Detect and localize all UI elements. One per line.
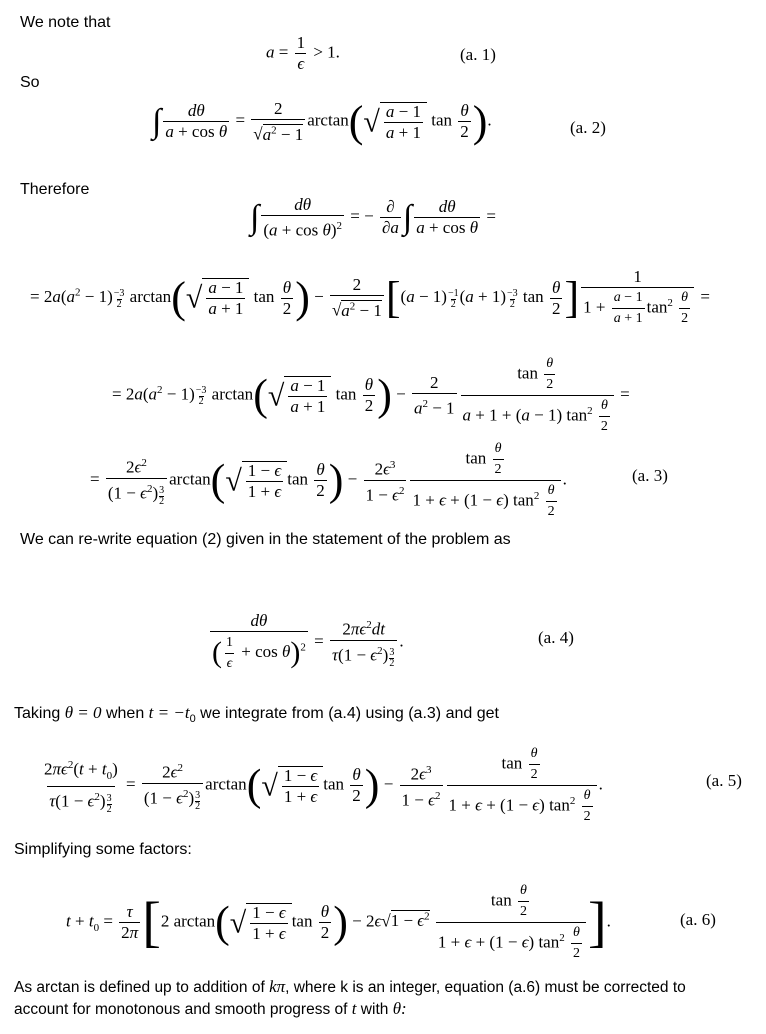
tag-a6: (a. 6) — [680, 910, 716, 929]
tag-a1: (a. 1) — [460, 45, 496, 64]
text-rewrite-equation: We can re-write equation (2) given in the statement of the problem as — [20, 531, 511, 548]
tag-a2: (a. 2) — [570, 118, 606, 137]
text-taking-theta: Taking θ = 0 when $t = -t_0$ we integrate from (a.4) using (a.3) and get — [14, 703, 499, 726]
equation-a3-line1: ∫ $\frac{d\theta}{(a + \cos \theta)^2}$ = − $\frac{\partial}{\partial a}$ ∫ $\frac{d\theta}{\text{a + cos θ}}$ = — [250, 195, 496, 240]
text-arctan-note-line2: account for monotonous and smooth progress of t with θ: — [14, 999, 407, 1018]
tag-a3: (a. 3) — [632, 466, 668, 485]
equation-a5: $2\pi\epsilon^2(t + t_0)$ $\tau(1 - \epsilon^2)$ $\frac{3}{2}$ = $2\epsilon^2$ $(1 - \epsilon^2)$ $\frac{3}{2}$ arctan(√ $\frac{1 - \epsilon}{1 + \epsilon}$ tan $\frac{\theta}{2}$ ) − $\frac{2\epsilon^3}{1 - \epsilon^2}$ tan $\frac{\theta}{2}$ 1 + ϵ + (1 − ϵ) $\tan^2$ $\frac{\theta}{2}$ . — [44, 746, 603, 824]
equation-a1: a = $\frac{1}{\epsilon}$ > 1. — [266, 33, 340, 73]
text-therefore: Therefore — [20, 181, 90, 198]
equation-a4: dθ ( $\frac{1}{\epsilon}$ + cos θ)$^2$ = $2\pi\epsilon^2dt$ $\tau(1 - \epsilon^2)$ $\frac{3}{2}$ . — [208, 612, 404, 673]
equation-a6: $t + t_0$ = $\frac{\tau}{2\pi}$ [2 arctan(√ $\frac{1 - \epsilon}{1 + \epsilon}$ tan $\frac{\theta}{2}$ ) − $2\epsilon√1 - \epsilon^2$ tan $\frac{\theta}{2}$ 1 + ϵ + (1 − ϵ) $\tan^2$ $\frac{\theta}{2}$ ]. — [66, 883, 611, 961]
tag-a5: (a. 5) — [706, 771, 742, 790]
text-arctan-note-line1: As arctan is defined up to addition of kπ, where k is an integer, equation (a.6) must be corrected to — [14, 977, 686, 996]
text-we-note-that: We note that — [20, 14, 111, 31]
tag-a4: (a. 4) — [538, 628, 574, 647]
equation-a3-line2: = $2a(a^2 - 1)$ $\frac{-3}{2}$ arctan(√ $\frac{a - 1}{a + 1}$ tan $\frac{\theta}{2}$ ) − $\frac{2}{√a^2 - 1}$ [(a − 1) $\frac{-1}{2}$ (a + 1) $\frac{-3}{2}$ tan $\frac{\theta}{2}$ ] 1 1 + $\frac{a - 1}{a + 1}$ $\tan^2$ $\frac{\theta}{2}$ = — [30, 267, 710, 326]
text-so: So — [20, 74, 40, 91]
equation-a3-line3: = $2a(a^2 - 1)$ $\frac{-3}{2}$ arctan(√ $\frac{a - 1}{a + 1}$ tan $\frac{\theta}{2}$ ) − $\frac{2}{a^2 - 1}$ tan $\frac{\theta}{2}$ a + 1 + (a − 1) $\tan^2$ $\frac{\theta}{2}$ = — [112, 356, 630, 434]
equation-a3-line4: = $2\epsilon^2$ $(1 - \epsilon^2)$ $\frac{3}{2}$ arctan(√ $\frac{1 - \epsilon}{1 + \epsilon}$ tan $\frac{\theta}{2}$ ) − $\frac{2\epsilon^3}{1 - \epsilon^2}$ tan $\frac{\theta}{2}$ 1 + ϵ + (1 − ϵ) $\tan^2$ $\frac{\theta}{2}$ . — [90, 441, 567, 519]
text-simplifying: Simplifying some factors: — [14, 841, 192, 858]
equation-a2: ∫ $\frac{d\theta}{\text{a + cos θ}}$ = $\frac{2}{√a^2 - 1}$ arctan(√ $\frac{a - 1}{a + 1}$ tan $\frac{\theta}{2}$ ). — [152, 96, 492, 146]
